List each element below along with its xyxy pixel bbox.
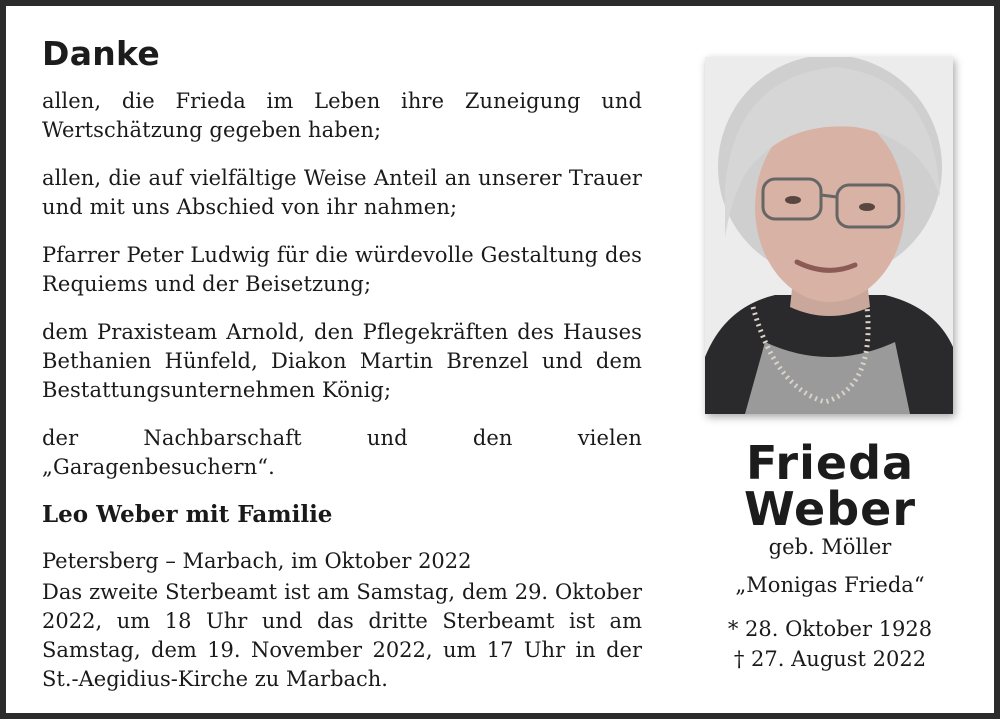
birth-name: geb. Möller <box>768 535 892 559</box>
thanks-paragraph: Pfarrer Peter Ludwig für die würdevolle Gestaltung des Requiems und der Beisetzung; <box>42 243 642 296</box>
thanks-heading: Danke <box>42 34 161 73</box>
last-name: Weber <box>743 482 917 536</box>
portrait-photo <box>705 57 953 414</box>
birth-date: * 28. Oktober 1928 <box>727 617 933 641</box>
nickname: „Monigas Frieda“ <box>735 573 925 597</box>
deceased-details <box>692 436 968 674</box>
thanks-paragraph: allen, die auf vielfältige Weise Anteil an unserer Trauer und mit uns Abschied von ihr nahmen; <box>42 166 642 219</box>
thanks-column <box>42 34 642 694</box>
place-date: Petersberg – Marbach, im Oktober 2022 <box>42 549 472 573</box>
thanks-paragraph: allen, die Frieda im Leben ihre Zuneigung und Wertschätzung gegeben haben; <box>42 89 642 142</box>
family-signature: Leo Weber mit Familie <box>42 501 333 528</box>
thanks-paragraph: der Nachbarschaft und den vielen „Garagenbesuchern“. <box>42 426 642 479</box>
portrait-illustration <box>705 57 953 414</box>
thanks-paragraph: dem Praxisteam Arnold, den Pflegekräften des Hauses Bethanien Hünfeld, Diakon Martin Brenzel und dem Bestattungsunternehmen König; <box>42 320 642 402</box>
service-note: Das zweite Sterbeamt ist am Samstag, dem 29. Oktober 2022, um 18 Uhr und das dritte Sterbeamt ist am Samstag, dem 19. November 2022, um 17 Uhr in der St.-Aegidius-Kirche zu Marbach. <box>42 580 642 691</box>
first-name: Frieda <box>745 436 915 490</box>
death-date: † 27. August 2022 <box>733 647 927 671</box>
